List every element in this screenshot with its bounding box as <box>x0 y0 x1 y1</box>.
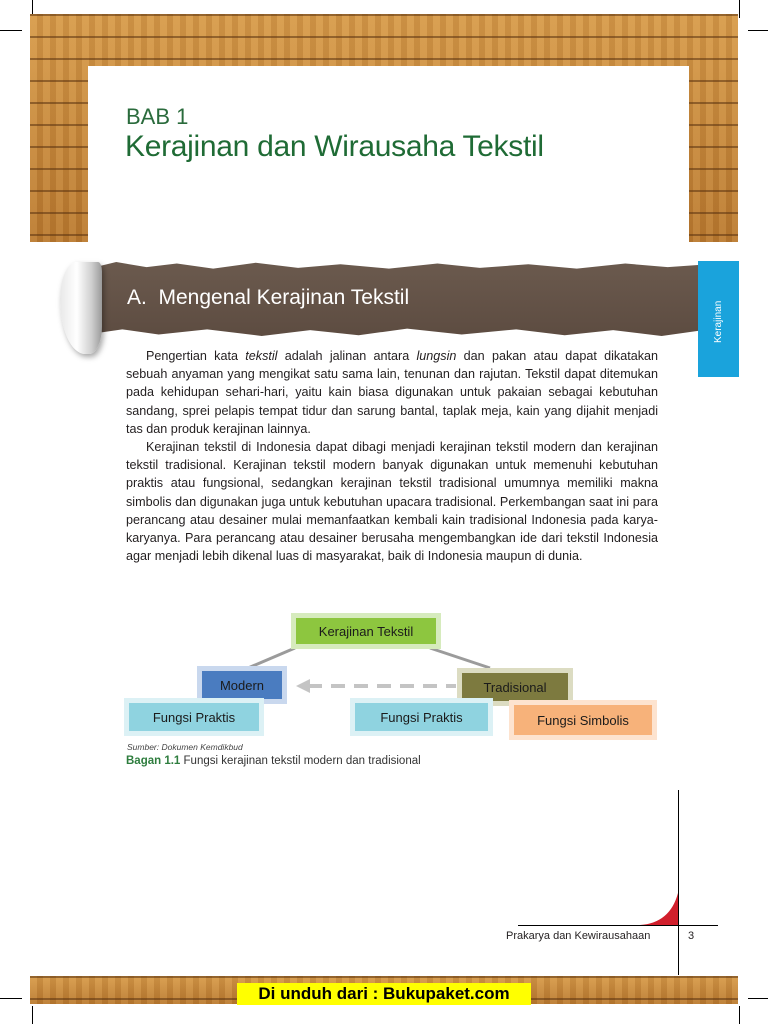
caption-text: Fungsi kerajinan tekstil modern dan tradisional <box>180 755 421 767</box>
node-root <box>291 613 441 649</box>
crop-mark <box>748 30 768 31</box>
paragraph-text: dan pakan atau dapat dikatakan sebuah anyaman yang mengikat satu sama lain, tenunan dan rajutan. Tekstil dapat ditemukan pada kehidupan sehari-hari, yaitu kain biasa digunakan untuk pakaian sebagai kebutuhan sandang, sprei pelapis tempat tidur dan sarung bantal, taplak meja, kain yang dijahit menjadi tas dan produk kerajinan lainnya. <box>126 349 659 436</box>
footer-vertical-rule <box>678 790 679 975</box>
node-fungsi-praktis-modern-label: Fungsi Praktis <box>152 709 236 725</box>
node-fungsi-simbolis-label: Fungsi Simbolis <box>537 712 629 728</box>
diagram-source: Sumber: Dokumen Kemdikbud <box>127 742 243 752</box>
footer-book-title: Prakarya dan Kewirausahaan <box>506 930 651 942</box>
connector-root-tradisional <box>430 648 490 668</box>
footer-horizontal-rule <box>518 925 718 926</box>
page-curl-decoration <box>60 262 102 354</box>
node-root-label: Kerajinan Tekstil <box>318 623 414 639</box>
crop-mark <box>748 998 768 999</box>
crop-mark <box>0 998 22 999</box>
page-number: 3 <box>688 930 695 942</box>
node-fungsi-simbolis <box>509 700 657 740</box>
paragraph-text: Kerajinan tekstil di Indonesia dapat dibagi menjadi kerajinan tekstil modern dan kerajinan tekstil tradisional. Kerajinan tekstil modern banyak digunakan untuk memenuhi kebutuhan praktis atau fungsional, sedangkan kerajinan tekstil tradisional umumnya memiliki makna simbolis dan digunakan juga untuk kebutuhan upacara tradisional. Perkembangan saat ini para perancang atau desainer mulai memanfaatkan kembali kain tradisional Indonesia pada karya-karyanya. Para perancang atau desainer berusaha mengembangkan ide dari tekstil Indonesia agar menjadi lebih dikenal luas di masyarakat, baik di Indonesia maupun di dunia. <box>126 440 658 564</box>
italic-term: lungsin <box>416 349 457 363</box>
node-fungsi-praktis-modern <box>124 698 264 736</box>
node-tradisional-label: Tradisional <box>483 679 547 695</box>
chapter-title: Kerajinan dan Wirausaha Tekstil <box>125 130 544 163</box>
node-modern-label: Modern <box>219 677 265 693</box>
chapter-title-card <box>88 66 689 242</box>
download-source-banner[interactable]: Di unduh dari : Bukupaket.com <box>237 983 531 1005</box>
caption-label: Bagan 1.1 <box>126 755 181 767</box>
connector-root-modern <box>248 648 295 668</box>
footer-red-curve <box>640 893 679 926</box>
paragraph <box>126 438 658 565</box>
paragraph-text: adalah jalinan antara <box>277 349 417 363</box>
dashed-arrow-head <box>296 679 310 693</box>
textile-craft-diagram <box>120 608 665 743</box>
crop-mark <box>32 1006 33 1024</box>
crop-mark <box>0 30 22 31</box>
node-fungsi-praktis-tradisional <box>350 698 493 736</box>
node-fungsi-praktis-tradisional-label: Fungsi Praktis <box>380 709 463 725</box>
section-heading: A. Mengenal Kerajinan Tekstil <box>127 286 410 309</box>
italic-term: tekstil <box>245 349 278 363</box>
crop-mark <box>739 1006 740 1024</box>
chapter-label: BAB 1 <box>126 104 189 129</box>
paragraph-text: Pengertian kata <box>146 349 246 363</box>
paragraph <box>126 347 658 438</box>
side-tab-label: Kerajinan <box>713 300 724 343</box>
body-text <box>126 347 658 565</box>
crop-mark <box>739 0 740 18</box>
diagram-caption <box>126 755 421 767</box>
